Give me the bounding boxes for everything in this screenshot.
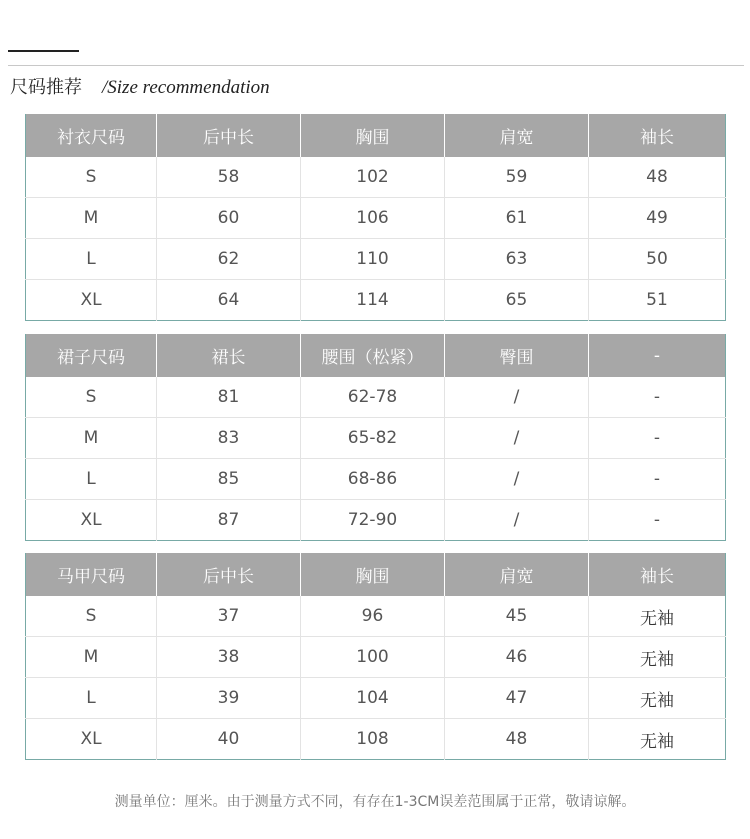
header-cell: 臀围	[445, 334, 589, 377]
table-row	[26, 678, 726, 719]
value-cell: 102	[301, 157, 445, 198]
header-cell: 衬衣尺码	[26, 114, 157, 157]
table-row	[26, 596, 726, 637]
value-cell: 48	[589, 157, 726, 198]
size-cell: M	[26, 418, 157, 459]
value-cell: -	[589, 500, 726, 541]
value-cell: 37	[157, 596, 301, 637]
value-cell: 85	[157, 459, 301, 500]
size-cell: L	[26, 239, 157, 280]
value-cell: 104	[301, 678, 445, 719]
value-cell: 100	[301, 637, 445, 678]
size-cell: M	[26, 637, 157, 678]
size-cell: S	[85, 387, 97, 407]
value-cell: 无袖	[589, 596, 726, 637]
value-cell: 39	[157, 678, 301, 719]
table-row	[26, 198, 726, 239]
value-cell: /	[445, 377, 589, 418]
value-cell: 63	[445, 239, 589, 280]
value-cell: 58	[157, 157, 301, 198]
value-cell: 81	[157, 377, 301, 418]
header-cell: -	[589, 334, 726, 377]
value-cell: 65	[445, 280, 589, 321]
table-row	[26, 500, 726, 541]
table-row	[26, 418, 726, 459]
heading-title-zh: 尺码推荐	[10, 77, 82, 98]
value-cell: 114	[301, 280, 445, 321]
header-cell: 胸围	[301, 553, 445, 596]
size-cell: S	[85, 167, 97, 187]
header-cell: 裙长	[157, 334, 301, 377]
table-row	[26, 459, 726, 500]
table-row	[26, 637, 726, 678]
header-cell: 肩宽	[445, 114, 589, 157]
table-row	[26, 157, 726, 198]
measurement-footnote: 测量单位：厘米。由于测量方式不同，有存在1-3CM误差范围属于正常，敬请谅解。	[114, 794, 636, 810]
table-row	[26, 377, 726, 418]
value-cell: 96	[301, 596, 445, 637]
value-cell: 87	[157, 500, 301, 541]
header-cell: 胸围	[301, 114, 445, 157]
value-cell: 62	[157, 239, 301, 280]
header-cell: 后中长	[157, 553, 301, 596]
value-cell: 47	[445, 678, 589, 719]
table-header-row	[26, 334, 726, 377]
value-cell: 38	[157, 637, 301, 678]
value-cell: 无袖	[589, 637, 726, 678]
value-cell: /	[445, 418, 589, 459]
header-cell: 马甲尺码	[26, 553, 157, 596]
value-cell: 61	[445, 198, 589, 239]
header-cell: 肩宽	[445, 553, 589, 596]
table-row	[26, 280, 726, 321]
value-cell: 64	[157, 280, 301, 321]
shirt-size-table	[25, 114, 726, 321]
value-cell: 51	[589, 280, 726, 321]
value-cell: 68-86	[301, 459, 445, 500]
heading-divider	[8, 65, 744, 66]
size-cell: XL	[26, 719, 157, 760]
value-cell: 60	[157, 198, 301, 239]
table-row	[26, 239, 726, 280]
value-cell: -	[589, 377, 726, 418]
table-header-row	[26, 553, 726, 596]
value-cell: 65-82	[301, 418, 445, 459]
value-cell: -	[589, 459, 726, 500]
section-heading	[10, 73, 270, 99]
size-cell: XL	[26, 500, 157, 541]
header-cell: 袖长	[589, 553, 726, 596]
value-cell: 无袖	[589, 719, 726, 760]
header-cell: 后中长	[157, 114, 301, 157]
value-cell: 59	[445, 157, 589, 198]
value-cell: 106	[301, 198, 445, 239]
value-cell: 110	[301, 239, 445, 280]
value-cell: 62-78	[301, 377, 445, 418]
table-header-row	[26, 114, 726, 157]
header-cell: 裙子尺码	[26, 334, 157, 377]
value-cell: 83	[157, 418, 301, 459]
header-cell: 腰围（松紧）	[301, 334, 445, 377]
skirt-size-table	[25, 334, 726, 541]
heading-accent-line	[8, 50, 79, 52]
size-cell: L	[26, 678, 157, 719]
value-cell: /	[445, 459, 589, 500]
value-cell: 48	[445, 719, 589, 760]
value-cell: 72-90	[301, 500, 445, 541]
value-cell: 50	[589, 239, 726, 280]
vest-size-table	[25, 553, 726, 760]
value-cell: -	[589, 418, 726, 459]
value-cell: 45	[445, 596, 589, 637]
value-cell: /	[445, 500, 589, 541]
size-cell: L	[26, 459, 157, 500]
size-cell: S	[85, 606, 97, 626]
table-row	[26, 719, 726, 760]
value-cell: 49	[589, 198, 726, 239]
size-cell: XL	[26, 280, 157, 321]
value-cell: 40	[157, 719, 301, 760]
value-cell: 108	[301, 719, 445, 760]
value-cell: 46	[445, 637, 589, 678]
header-cell: 袖长	[589, 114, 726, 157]
value-cell: 无袖	[589, 678, 726, 719]
heading-title-en: /Size recommendation	[102, 77, 270, 98]
size-cell: M	[26, 198, 157, 239]
